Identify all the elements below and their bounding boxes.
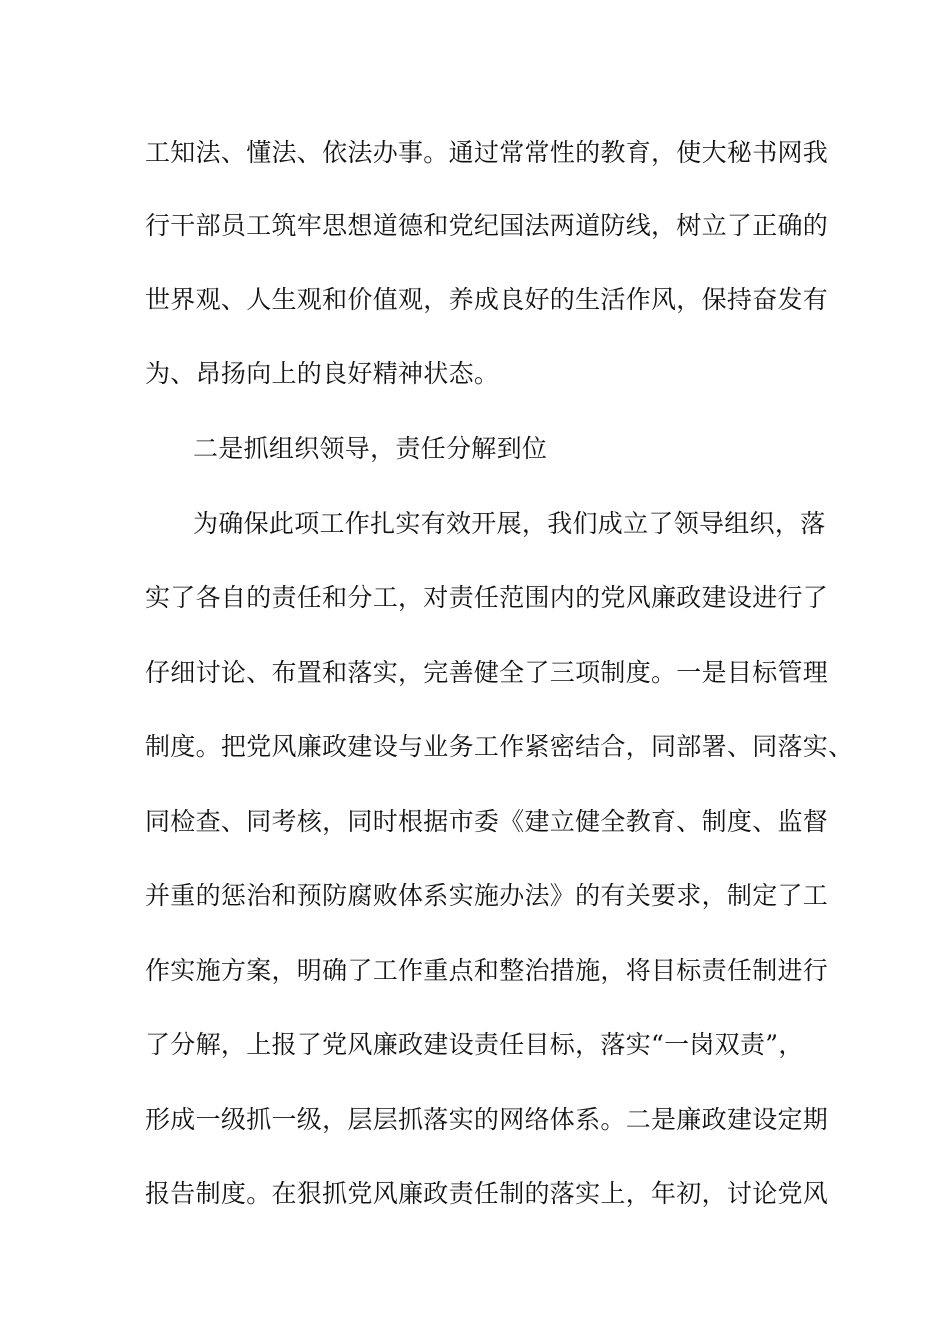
text-line: 同检查、同考核，同时根据市委《建立健全教育、制度、监督 (145, 807, 829, 836)
text-line: 实了各自的责任和分工，对责任范围内的党风廉政建设进行了 (145, 583, 829, 612)
text-line: 了分解，上报了党风廉政建设责任目标，落实“一岗双责”， (145, 1030, 804, 1059)
paragraph-first-line: 为确保此项工作扎实有效开展，我们成立了领导组织，落 (193, 509, 826, 538)
text-line: 形成一级抓一级，层层抓落实的网络体系。二是廉政建设定期 (145, 1105, 829, 1134)
text-line: 仔细讨论、布置和落实，完善健全了三项制度。一是目标管理 (145, 658, 829, 687)
text-line: 世界观、人生观和价值观，养成良好的生活作风，保持奋发有 (145, 285, 829, 314)
text-line: 作实施方案，明确了工作重点和整治措施，将目标责任制进行 (145, 956, 829, 985)
text-line: 工知法、懂法、依法办事。通过常常性的教育，使大秘书网我 (145, 138, 829, 167)
section-heading: 二是抓组织领导，责任分解到位 (193, 434, 548, 463)
text-line: 制度。把党风廉政建设与业务工作紧密结合，同部署、同落实、 (145, 732, 854, 761)
text-line: 报告制度。在狠抓党风廉政责任制的落实上，年初，讨论党风 (145, 1179, 829, 1208)
text-line: 行干部员工筑牢思想道德和党纪国法两道防线，树立了正确的 (145, 211, 829, 240)
text-line: 为、昂扬向上的良好精神状态。 (145, 359, 500, 388)
text-line: 并重的惩治和预防腐败体系实施办法》的有关要求，制定了工 (145, 881, 829, 910)
